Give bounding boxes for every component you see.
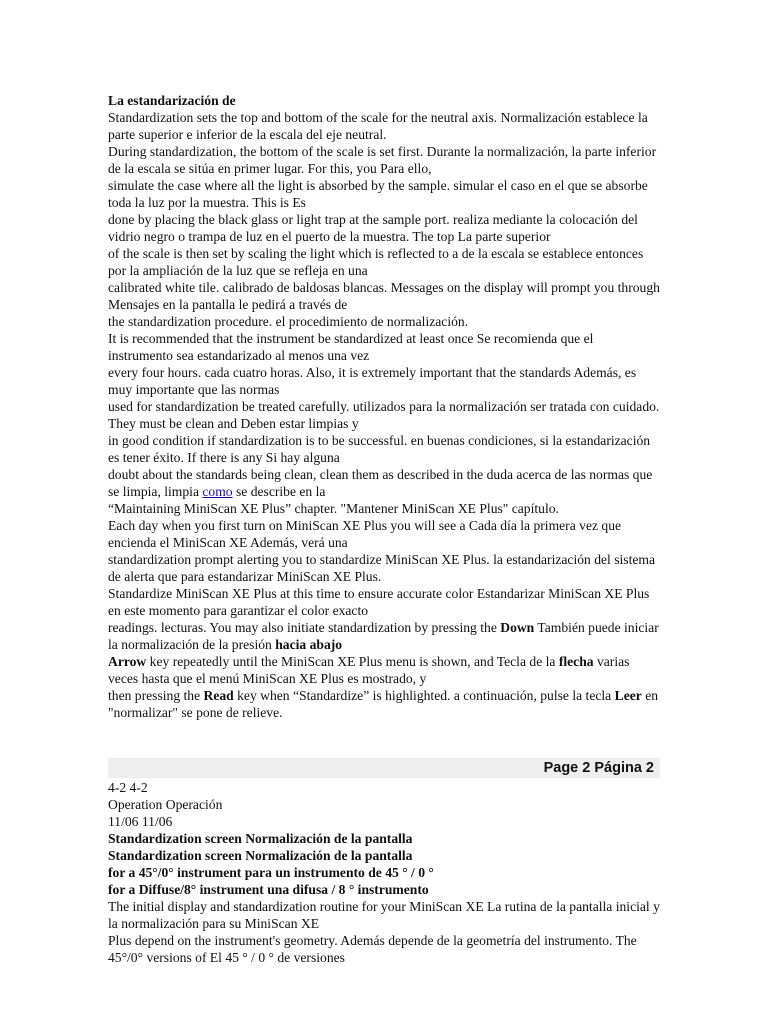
paragraph-line: standardization prompt alerting you to standardize MiniScan XE Plus. la estandarización del sistema de alerta que para estandarizar MiniScan XE Plus. [108,552,656,584]
paragraph-line: “Maintaining MiniScan XE Plus” chapter. "Mantener MiniScan XE Plus" capítulo. [108,501,559,516]
date-line: 11/06 11/06 [108,814,173,829]
bold-heading: Standardization screen Normalización de la pantalla [108,831,413,846]
text-run: doubt about the standards being clean, clean them as described in the duda acerca de las normas que se limpia, limpia [108,467,653,499]
text-run: en "normalizar" se pone de relieve. [108,688,659,720]
paragraph-line: calibrated white tile. calibrado de baldosas blancas. Messages on the display will prompt you through Mensajes en la pantalla le pedirá a través de [108,280,660,312]
text-run: readings. lecturas. You may also initiate standardization by pressing the [108,620,501,635]
text-run: se describe en la [232,484,326,499]
bold-flecha: flecha [558,654,594,669]
page-number-banner [108,758,660,778]
paragraph-line: Standardization sets the top and bottom of the scale for the neutral axis. Normalización establece la parte superior e inferior de la escala del eje neutral. [108,110,648,142]
text-run: También puede iniciar la normalización de la presión [108,620,659,652]
paragraph-line: every four hours. cada cuatro horas. Also, it is extremely important that the standards Además, es muy importante que las normas [108,365,637,397]
paragraph-line [108,653,660,687]
paragraph-line: Plus depend on the instrument's geometry. Además depende de la geometría del instrumento. The 45°/0° versions of El 45 ° / 0 ° de versiones [108,933,637,965]
text-run: key repeatedly until the MiniScan XE Plus menu is shown, and Tecla de la [146,654,559,669]
paragraph-line: simulate the case where all the light is absorbed by the sample. simular el caso en el que se absorbe toda la luz por la muestra. This is Es [108,178,648,210]
bold-leer: Leer [614,688,642,703]
bold-key-down: Down [500,620,535,635]
paragraph-line: It is recommended that the instrument be standardized at least once Se recomienda que el instrumento sea estandarizado al menos una vez [108,331,594,363]
paragraph-line: The initial display and standardization routine for your MiniScan XE La rutina de la pantalla inicial y la normalización para su MiniScan XE [108,899,660,931]
section-title: La estandarización de [108,93,236,108]
bold-heading: for a Diffuse/8° instrument una difusa / 8 ° instrumento [108,882,429,897]
paragraph-line: Standardize MiniScan XE Plus at this time to ensure accurate color Estandarizar MiniScan XE Plus en este momento para garantizar el color exacto [108,586,650,618]
document-page-1 [108,92,660,721]
paragraph-line-with-link [108,466,660,500]
text-run: then pressing the [108,688,204,703]
page-number-line: 4-2 4-2 [108,780,148,795]
text-run: varias veces hasta que el menú MiniScan XE Plus es mostrado, y [108,654,630,686]
chapter-line: Operation Operación [108,797,223,812]
bold-hacia-abajo: hacia abajo [275,637,343,652]
paragraph-line: done by placing the black glass or light trap at the sample port. realiza mediante la colocación del vidrio negro o trampa de luz en el puerto de la muestra. The top La parte superior [108,212,638,244]
paragraph-line [108,619,660,653]
paragraph-line: used for standardization be treated carefully. utilizados para la normalización ser tratada con cuidado. They must be clean and Deben estar limpias y [108,399,660,431]
bold-heading: Standardization screen Normalización de la pantalla [108,848,413,863]
como-link[interactable]: como [202,484,233,499]
page-number-label: Page 2 Página 2 [543,760,654,776]
document-page-2 [108,779,660,966]
paragraph-line: in good condition if standardization is to be successful. en buenas condiciones, si la estandarización es tener éxito. If there is any Si hay alguna [108,433,651,465]
paragraph-line: the standardization procedure. el procedimiento de normalización. [108,314,469,329]
paragraph-line: Each day when you first turn on MiniScan XE Plus you will see a Cada día la primera vez que encienda el MiniScan XE Además, verá una [108,518,622,550]
text-run: key when “Standardize” is highlighted. a continuación, pulse la tecla [233,688,615,703]
paragraph-line [108,687,660,721]
bold-heading: for a 45°/0° instrument para un instrumento de 45 ° / 0 ° [108,865,434,880]
bold-arrow: Arrow [108,654,147,669]
paragraph-line: of the scale is then set by scaling the light which is reflected to a de la escala se establece entonces por la ampliación de la luz que se refleja en una [108,246,644,278]
bold-read: Read [203,688,234,703]
paragraph-line: During standardization, the bottom of the scale is set first. Durante la normalización, la parte inferior de la escala se sitúa en primer lugar. For this, you Para ello, [108,144,657,176]
